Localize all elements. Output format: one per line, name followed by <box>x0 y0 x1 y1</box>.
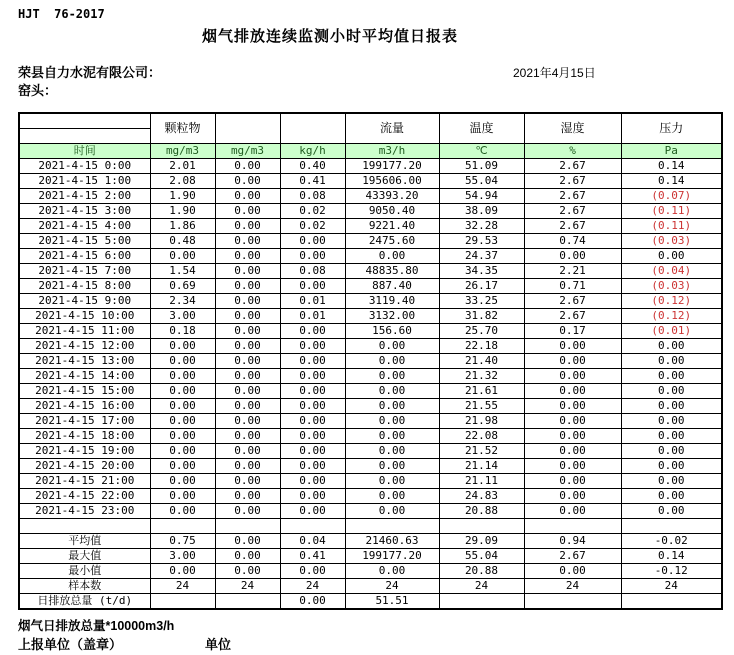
cell: 20.88 <box>439 504 524 519</box>
cell <box>524 594 621 610</box>
cell: 0.17 <box>524 324 621 339</box>
cell: 24.37 <box>439 249 524 264</box>
cell: 0.00 <box>524 399 621 414</box>
cell <box>19 113 150 144</box>
cell: 0.94 <box>524 534 621 549</box>
cell: 55.04 <box>439 174 524 189</box>
cell: 0.00 <box>280 594 345 610</box>
cell: 0.00 <box>345 504 439 519</box>
cell: 2021-4-15 2:00 <box>19 189 150 204</box>
cell: 0.00 <box>150 249 215 264</box>
cell: (0.01) <box>621 324 722 339</box>
data-row <box>19 309 722 324</box>
cell: 51.51 <box>345 594 439 610</box>
cell: 0.00 <box>150 339 215 354</box>
cell: 0.75 <box>150 534 215 549</box>
cell: 0.48 <box>150 234 215 249</box>
cell: 颗粒物 <box>150 113 215 144</box>
cell <box>215 519 280 534</box>
data-row <box>19 234 722 249</box>
group-header-row <box>19 113 722 144</box>
company-name: 荣县自力水泥有限公司： <box>18 65 162 80</box>
cell: 2021-4-15 4:00 <box>19 219 150 234</box>
cell: 38.09 <box>439 204 524 219</box>
cell: % <box>524 144 621 159</box>
cell <box>439 594 524 610</box>
cell: 887.40 <box>345 279 439 294</box>
cell: 0.00 <box>524 384 621 399</box>
cell: 0.00 <box>524 444 621 459</box>
cell: 0.00 <box>345 339 439 354</box>
cell: 0.00 <box>150 414 215 429</box>
cell: 21.40 <box>439 354 524 369</box>
doc-code: HJT 76-2017 <box>18 7 105 21</box>
cell: 0.14 <box>621 174 722 189</box>
data-row <box>19 369 722 384</box>
cell: 0.00 <box>280 564 345 579</box>
cell: 0.00 <box>621 474 722 489</box>
data-row <box>19 384 722 399</box>
cell: 0.00 <box>280 279 345 294</box>
cell: 2021-4-15 16:00 <box>19 399 150 414</box>
cell: 0.00 <box>215 339 280 354</box>
cell: -0.12 <box>621 564 722 579</box>
cell: 2475.60 <box>345 234 439 249</box>
cell: 2.08 <box>150 174 215 189</box>
cell: 2021-4-15 17:00 <box>19 414 150 429</box>
cell: 3132.00 <box>345 309 439 324</box>
summary-row <box>19 534 722 549</box>
cell: 0.00 <box>345 384 439 399</box>
cell: 2021-4-15 12:00 <box>19 339 150 354</box>
cell: 2.67 <box>524 309 621 324</box>
cell: 时间 <box>19 144 150 159</box>
cell: 24 <box>215 579 280 594</box>
cell: 0.02 <box>280 219 345 234</box>
cell: 0.00 <box>215 159 280 174</box>
cell: 0.00 <box>345 354 439 369</box>
cell: 2.67 <box>524 189 621 204</box>
cell: 最小值 <box>19 564 150 579</box>
cell: 0.00 <box>621 414 722 429</box>
cell: 2021-4-15 5:00 <box>19 234 150 249</box>
cell: 0.00 <box>215 219 280 234</box>
unit-label: 单位 <box>205 637 232 652</box>
cell: 0.01 <box>280 309 345 324</box>
cell: 0.00 <box>280 369 345 384</box>
cell: 0.00 <box>215 429 280 444</box>
cell: 25.70 <box>439 324 524 339</box>
cell: 0.00 <box>280 444 345 459</box>
cell: (0.12) <box>621 309 722 324</box>
cell: 0.00 <box>150 564 215 579</box>
cell: 0.08 <box>280 264 345 279</box>
cell: ℃ <box>439 144 524 159</box>
cell: 0.00 <box>621 504 722 519</box>
cell: 3.00 <box>150 549 215 564</box>
cell: (0.12) <box>621 294 722 309</box>
cell: 0.00 <box>345 249 439 264</box>
cell: 0.14 <box>621 159 722 174</box>
cell: 温度 <box>439 113 524 144</box>
cell: 0.00 <box>215 534 280 549</box>
data-row <box>19 429 722 444</box>
cell: 0.00 <box>621 399 722 414</box>
cell: 2021-4-15 6:00 <box>19 249 150 264</box>
cell: 0.00 <box>215 414 280 429</box>
cell: 0.00 <box>215 564 280 579</box>
cell: 0.00 <box>150 384 215 399</box>
cell: 0.00 <box>621 369 722 384</box>
cell: 0.00 <box>215 489 280 504</box>
cell: 0.00 <box>524 504 621 519</box>
cell: mg/m3 <box>215 144 280 159</box>
report-table-body <box>19 113 722 609</box>
cell: 0.18 <box>150 324 215 339</box>
data-row <box>19 354 722 369</box>
cell: 24 <box>345 579 439 594</box>
cell: 0.00 <box>215 324 280 339</box>
cell: 0.00 <box>215 174 280 189</box>
cell: 2021-4-15 10:00 <box>19 309 150 324</box>
cell: 0.00 <box>150 504 215 519</box>
cell <box>215 594 280 610</box>
cell: 2.67 <box>524 174 621 189</box>
cell: (0.03) <box>621 279 722 294</box>
cell: 0.00 <box>621 249 722 264</box>
cell: 0.00 <box>345 429 439 444</box>
cell: 0.00 <box>621 384 722 399</box>
cell: 0.00 <box>524 414 621 429</box>
cell: 0.00 <box>345 444 439 459</box>
cell: 2.67 <box>524 294 621 309</box>
cell: 0.00 <box>280 489 345 504</box>
cell: 0.00 <box>524 459 621 474</box>
cell: 1.90 <box>150 189 215 204</box>
empty-row <box>19 519 722 534</box>
cell: 0.00 <box>345 414 439 429</box>
data-row <box>19 474 722 489</box>
cell: 2021-4-15 19:00 <box>19 444 150 459</box>
cell <box>439 519 524 534</box>
cell: 1.54 <box>150 264 215 279</box>
cell: 0.00 <box>280 339 345 354</box>
summary-row <box>19 564 722 579</box>
cell: 1.90 <box>150 204 215 219</box>
cell: 0.00 <box>280 504 345 519</box>
cell: 0.00 <box>215 444 280 459</box>
monitoring-point-label: 窑头： <box>18 83 58 98</box>
cell: 2021-4-15 9:00 <box>19 294 150 309</box>
cell: 0.74 <box>524 234 621 249</box>
cell: 21.11 <box>439 474 524 489</box>
cell: 0.00 <box>215 279 280 294</box>
cell: 0.00 <box>345 369 439 384</box>
cell: 0.00 <box>280 459 345 474</box>
cell: 0.00 <box>280 249 345 264</box>
data-row <box>19 189 722 204</box>
data-row <box>19 279 722 294</box>
cell: 51.09 <box>439 159 524 174</box>
cell: 0.00 <box>150 444 215 459</box>
cell: 48835.80 <box>345 264 439 279</box>
cell: 0.00 <box>621 459 722 474</box>
cell <box>280 519 345 534</box>
cell: 0.00 <box>280 399 345 414</box>
data-row <box>19 489 722 504</box>
cell: 0.00 <box>345 564 439 579</box>
cell: 0.00 <box>345 399 439 414</box>
cell: -0.02 <box>621 534 722 549</box>
cell: 0.69 <box>150 279 215 294</box>
cell <box>524 519 621 534</box>
cell: 0.01 <box>280 294 345 309</box>
cell: 0.00 <box>215 459 280 474</box>
cell <box>215 113 280 144</box>
cell <box>19 519 150 534</box>
cell: 0.00 <box>215 504 280 519</box>
cell: 0.02 <box>280 204 345 219</box>
cell: 0.41 <box>280 174 345 189</box>
cell: 2021-4-15 13:00 <box>19 354 150 369</box>
data-row <box>19 219 722 234</box>
cell: 199177.20 <box>345 159 439 174</box>
cell: 0.00 <box>215 309 280 324</box>
cell: 0.00 <box>215 189 280 204</box>
cell: 0.00 <box>150 459 215 474</box>
cell: 0.00 <box>150 489 215 504</box>
cell: 21.61 <box>439 384 524 399</box>
cell: 0.00 <box>345 474 439 489</box>
cell: 26.17 <box>439 279 524 294</box>
cell: 195606.00 <box>345 174 439 189</box>
cell: 20.88 <box>439 564 524 579</box>
cell: 0.00 <box>621 429 722 444</box>
cell: 0.00 <box>150 369 215 384</box>
cell: 0.00 <box>280 474 345 489</box>
data-row <box>19 399 722 414</box>
cell: 0.00 <box>280 414 345 429</box>
cell: 2.34 <box>150 294 215 309</box>
cell: (0.11) <box>621 219 722 234</box>
cell: 21460.63 <box>345 534 439 549</box>
cell: 0.00 <box>215 234 280 249</box>
cell: 2021-4-15 23:00 <box>19 504 150 519</box>
cell: 平均值 <box>19 534 150 549</box>
cell: Pa <box>621 144 722 159</box>
cell: 0.00 <box>150 429 215 444</box>
cell: 0.00 <box>215 204 280 219</box>
cell: 24 <box>280 579 345 594</box>
report-table <box>18 112 723 610</box>
cell: 0.00 <box>524 474 621 489</box>
cell: 2021-4-15 8:00 <box>19 279 150 294</box>
cell: 0.08 <box>280 189 345 204</box>
cell: 0.00 <box>280 234 345 249</box>
cell: 21.98 <box>439 414 524 429</box>
cell: 0.00 <box>215 294 280 309</box>
cell: 33.25 <box>439 294 524 309</box>
cell: 0.00 <box>280 324 345 339</box>
cell: 样本数 <box>19 579 150 594</box>
cell: 3.00 <box>150 309 215 324</box>
data-row <box>19 264 722 279</box>
cell: 24.83 <box>439 489 524 504</box>
data-row <box>19 444 722 459</box>
cell: (0.04) <box>621 264 722 279</box>
cell: 0.00 <box>150 354 215 369</box>
cell: 0.00 <box>524 429 621 444</box>
cell: 0.00 <box>215 399 280 414</box>
cell: 0.00 <box>621 489 722 504</box>
cell: kg/h <box>280 144 345 159</box>
cell: 0.00 <box>345 459 439 474</box>
cell: 0.00 <box>524 249 621 264</box>
cell: 0.00 <box>215 549 280 564</box>
data-row <box>19 204 722 219</box>
cell: 2.01 <box>150 159 215 174</box>
cell: 2021-4-15 15:00 <box>19 384 150 399</box>
cell: (0.11) <box>621 204 722 219</box>
cell: 0.71 <box>524 279 621 294</box>
cell: 0.14 <box>621 549 722 564</box>
cell: 24 <box>524 579 621 594</box>
footer-note: 烟气日排放总量*10000m3/h <box>18 619 175 633</box>
cell: 0.00 <box>215 369 280 384</box>
summary-row <box>19 579 722 594</box>
cell: 0.00 <box>150 399 215 414</box>
cell: 24 <box>621 579 722 594</box>
cell: mg/m3 <box>150 144 215 159</box>
cell: 22.18 <box>439 339 524 354</box>
cell: 湿度 <box>524 113 621 144</box>
data-row <box>19 249 722 264</box>
cell: 55.04 <box>439 549 524 564</box>
cell: 156.60 <box>345 324 439 339</box>
cell: 2021-4-15 18:00 <box>19 429 150 444</box>
cell: 2.21 <box>524 264 621 279</box>
cell: 0.00 <box>524 354 621 369</box>
cell <box>621 519 722 534</box>
cell: 0.00 <box>524 489 621 504</box>
cell: 2.67 <box>524 219 621 234</box>
cell: 0.41 <box>280 549 345 564</box>
cell: 2021-4-15 0:00 <box>19 159 150 174</box>
data-row <box>19 414 722 429</box>
cell: 2021-4-15 7:00 <box>19 264 150 279</box>
cell: 24 <box>439 579 524 594</box>
cell: 24 <box>150 579 215 594</box>
cell: 0.00 <box>524 369 621 384</box>
cell <box>150 519 215 534</box>
cell: 0.00 <box>215 384 280 399</box>
cell: 2021-4-15 21:00 <box>19 474 150 489</box>
cell: 199177.20 <box>345 549 439 564</box>
cell: 压力 <box>621 113 722 144</box>
cell: 0.00 <box>524 564 621 579</box>
cell: 0.00 <box>524 339 621 354</box>
summary-row <box>19 549 722 564</box>
page-title: 烟气排放连续监测小时平均值日报表 <box>201 28 458 45</box>
cell: 2021-4-15 14:00 <box>19 369 150 384</box>
summary-row <box>19 594 722 610</box>
report-unit-label: 上报单位（盖章） <box>18 637 123 652</box>
cell: 43393.20 <box>345 189 439 204</box>
data-row <box>19 339 722 354</box>
data-row <box>19 504 722 519</box>
cell: 2021-4-15 22:00 <box>19 489 150 504</box>
cell: 0.00 <box>280 354 345 369</box>
cell: 21.32 <box>439 369 524 384</box>
data-row <box>19 294 722 309</box>
cell: 2.67 <box>524 159 621 174</box>
cell: 2021-4-15 1:00 <box>19 174 150 189</box>
data-row <box>19 459 722 474</box>
cell: 21.14 <box>439 459 524 474</box>
cell: 0.40 <box>280 159 345 174</box>
cell: 2.67 <box>524 204 621 219</box>
cell: (0.07) <box>621 189 722 204</box>
cell: 1.86 <box>150 219 215 234</box>
cell: 21.52 <box>439 444 524 459</box>
cell: 0.00 <box>345 489 439 504</box>
cell: 54.94 <box>439 189 524 204</box>
cell <box>150 594 215 610</box>
cell <box>345 519 439 534</box>
cell <box>621 594 722 610</box>
cell: 0.00 <box>215 474 280 489</box>
cell: 0.00 <box>215 249 280 264</box>
cell: 0.04 <box>280 534 345 549</box>
cell: 3119.40 <box>345 294 439 309</box>
cell: (0.03) <box>621 234 722 249</box>
cell: 9221.40 <box>345 219 439 234</box>
unit-header-row <box>19 144 722 159</box>
cell: 0.00 <box>150 474 215 489</box>
cell: 32.28 <box>439 219 524 234</box>
data-row <box>19 174 722 189</box>
cell: 0.00 <box>621 339 722 354</box>
cell: 0.00 <box>215 354 280 369</box>
cell: 29.53 <box>439 234 524 249</box>
cell: 29.09 <box>439 534 524 549</box>
cell: 0.00 <box>621 444 722 459</box>
cell: 2021-4-15 20:00 <box>19 459 150 474</box>
data-row <box>19 324 722 339</box>
cell: 31.82 <box>439 309 524 324</box>
cell: 日排放总量 (t/d) <box>19 594 150 610</box>
cell: 2.67 <box>524 549 621 564</box>
cell: 流量 <box>345 113 439 144</box>
cell: 0.00 <box>215 264 280 279</box>
cell: 0.00 <box>621 354 722 369</box>
cell: 0.00 <box>280 384 345 399</box>
cell: 34.35 <box>439 264 524 279</box>
cell: 22.08 <box>439 429 524 444</box>
cell: 2021-4-15 3:00 <box>19 204 150 219</box>
cell: m3/h <box>345 144 439 159</box>
cell <box>280 113 345 144</box>
cell: 2021-4-15 11:00 <box>19 324 150 339</box>
report-date: 2021年4月15日 <box>513 66 596 80</box>
data-row <box>19 159 722 174</box>
cell: 21.55 <box>439 399 524 414</box>
cell: 9050.40 <box>345 204 439 219</box>
cell: 最大值 <box>19 549 150 564</box>
cell: 0.00 <box>280 429 345 444</box>
